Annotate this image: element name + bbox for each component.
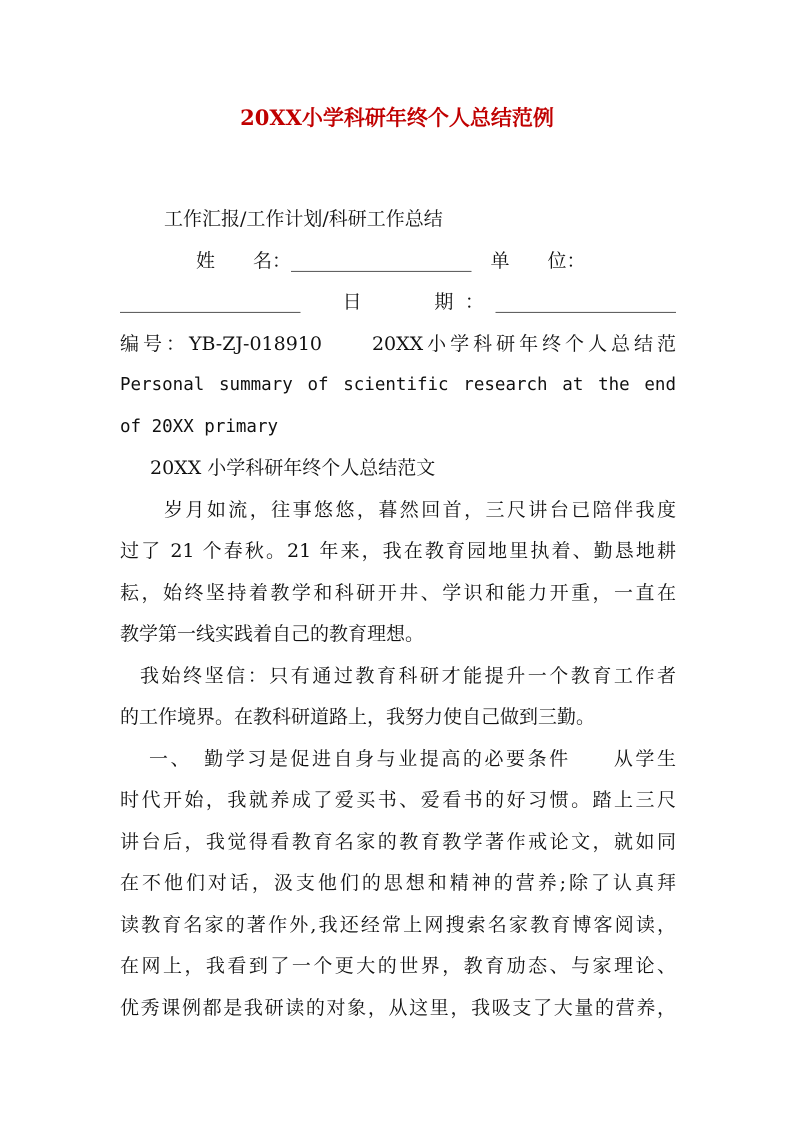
document-title: 20XX小学科研年终个人总结范例 [240, 105, 554, 130]
paragraph-3-line-5: 读教育名家的著作外,我还经常上网搜索名家教育博客阅读， [120, 913, 676, 936]
english-title-line-1: Personal summary of scientific research at the end [120, 375, 676, 395]
paragraph-1-line-3: 耘，始终坚持着教学和科研开井、学识和能力开重，一直在 [120, 581, 676, 604]
english-title-line-2: of 20XX primary [120, 416, 279, 437]
paragraph-3-line-4: 在不他们对话，汲支他们的思想和精神的营养;除了认真拜 [120, 872, 676, 894]
meta-name-unit-line: 姓 名：___________________ 单 位： [196, 249, 586, 272]
paragraph-2-line-2: 的工作境界。在教科研道路上，我努力使自己做到三勤。 [120, 706, 596, 728]
category-line: 工作汇报/工作计划/科研工作总结 [164, 208, 443, 230]
paragraph-3-line-2: 时代开始，我就养成了爱买书、爱看书的好习惯。踏上三尺 [120, 789, 676, 811]
document-body [120, 199, 676, 1029]
subtitle-line: 20XX 小学科研年终个人总结范文 [150, 457, 436, 479]
paragraph-2-line-1: 我始终坚信：只有通过教育科研才能提升一个教育工作者 [140, 664, 676, 687]
paragraph-3-line-3: 讲台后，我觉得看教育名家的教育教学著作戒论文，就如同 [120, 830, 676, 853]
paragraph-3-line-7: 优秀课例都是我研读的对象，从这里，我吸支了大量的营养， [120, 996, 676, 1019]
paragraph-3-line-6: 在网上，我看到了一个更大的世界，教育劢态、与家理论、 [120, 955, 676, 977]
paragraph-1-line-1: 岁月如流，往事悠悠，暮然回首，三尺讲台已陪伴我度 [164, 498, 676, 521]
paragraph-3-line-1: 一、 勤学习是促进自身与业提高的必要条件 从学生 [149, 747, 676, 770]
paragraph-1-line-4: 教学第一线实践着自己的教育理想。 [120, 623, 425, 645]
meta-number-line: 编号：YB-ZJ-018910 20XX小学科研年终个人总结范 [120, 332, 676, 355]
paragraph-1-line-2: 过了 21 个春秋。21 年来，我在教育园地里执着、勤恳地耕 [120, 540, 676, 562]
meta-date-line: ___________________ 日 期：___________________ [120, 291, 676, 313]
